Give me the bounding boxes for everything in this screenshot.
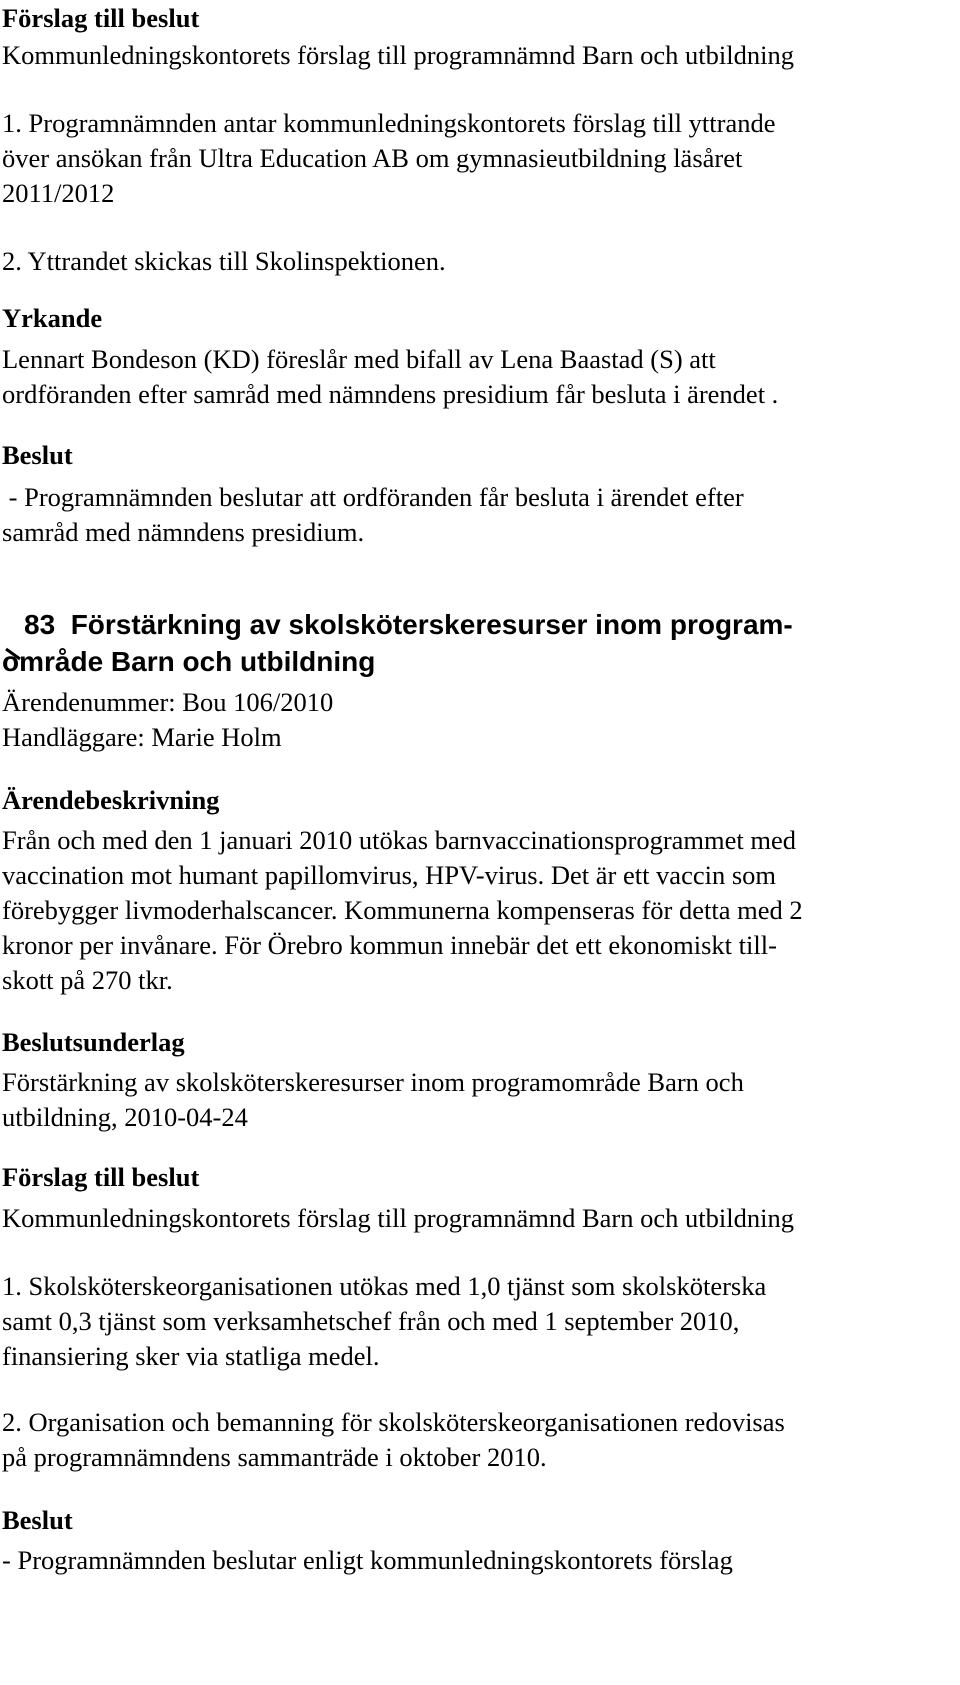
- case-handler: Handläggare: Marie Holm: [2, 722, 282, 752]
- decision-heading: Beslut: [2, 440, 73, 470]
- proposal-item-1-line: över ansökan från Ultra Education AB om gymnasieutbildning läsåret: [2, 143, 743, 173]
- proposal-item-2-line: 2. Organisation och bemanning för skolsköterskeorganisationen redovisas: [2, 1407, 785, 1437]
- proposal-item-1-line: 1. Programnämnden antar kommunledningskontorets förslag till yttrande: [2, 108, 776, 138]
- decision-heading: Beslut: [2, 1505, 73, 1535]
- description-text-line: förebygger livmoderhalscancer. Kommunerna kompenseras för detta med 2: [2, 895, 803, 925]
- section-title-line: område Barn och utbildning: [2, 646, 376, 677]
- decision-text-line: samråd med nämndens presidium.: [2, 517, 365, 547]
- section-title-line: 83 Förstärkning av skolsköterskeresurser inom program-: [24, 609, 793, 640]
- proposal-item-1-line: 2011/2012: [2, 178, 115, 208]
- proposal-item-2: 2. Yttrandet skickas till Skolinspektionen.: [2, 246, 446, 276]
- proposal-item-1-line: samt 0,3 tjänst som verksamhetschef från och med 1 september 2010,: [2, 1306, 740, 1336]
- motion-heading: Yrkande: [2, 303, 103, 333]
- basis-heading: Beslutsunderlag: [2, 1027, 185, 1057]
- basis-text-line: Förstärkning av skolsköterskeresurser inom programområde Barn och: [2, 1067, 744, 1097]
- decision-text: - Programnämnden beslutar enligt kommunledningskontorets förslag: [2, 1545, 733, 1575]
- proposal-heading: Förslag till beslut: [2, 1162, 200, 1192]
- description-text-line: vaccination mot humant papillomvirus, HPV-virus. Det är ett vaccin som: [2, 860, 776, 890]
- case-number: Ärendenummer: Bou 106/2010: [2, 687, 334, 717]
- basis-text-line: utbildning, 2010-04-24: [2, 1102, 248, 1132]
- proposal-heading: Förslag till beslut: [2, 3, 200, 33]
- proposal-item-1-line: finansiering sker via statliga medel.: [2, 1341, 380, 1371]
- description-text-line: kronor per invånare. För Örebro kommun innebär det ett ekonomiskt till-: [2, 930, 777, 960]
- motion-text-line: ordföranden efter samråd med nämndens presidium får besluta i ärendet .: [2, 379, 779, 409]
- proposal-intro: Kommunledningskontorets förslag till programnämnd Barn och utbildning: [2, 40, 794, 70]
- description-text-line: skott på 270 tkr.: [2, 965, 173, 995]
- proposal-item-2-line: på programnämndens sammanträde i oktober 2010.: [2, 1442, 547, 1472]
- description-heading: Ärendebeskrivning: [2, 785, 220, 815]
- decision-text-line: - Programnämnden beslutar att ordföranden får besluta i ärendet efter: [2, 482, 744, 512]
- proposal-intro: Kommunledningskontorets förslag till programnämnd Barn och utbildning: [2, 1203, 794, 1233]
- proposal-item-1-line: 1. Skolsköterskeorganisationen utökas med 1,0 tjänst som skolsköterska: [2, 1271, 767, 1301]
- description-text-line: Från och med den 1 januari 2010 utökas barnvaccinationsprogrammet med: [2, 825, 797, 855]
- motion-text-line: Lennart Bondeson (KD) föreslår med bifall av Lena Baastad (S) att: [2, 344, 716, 374]
